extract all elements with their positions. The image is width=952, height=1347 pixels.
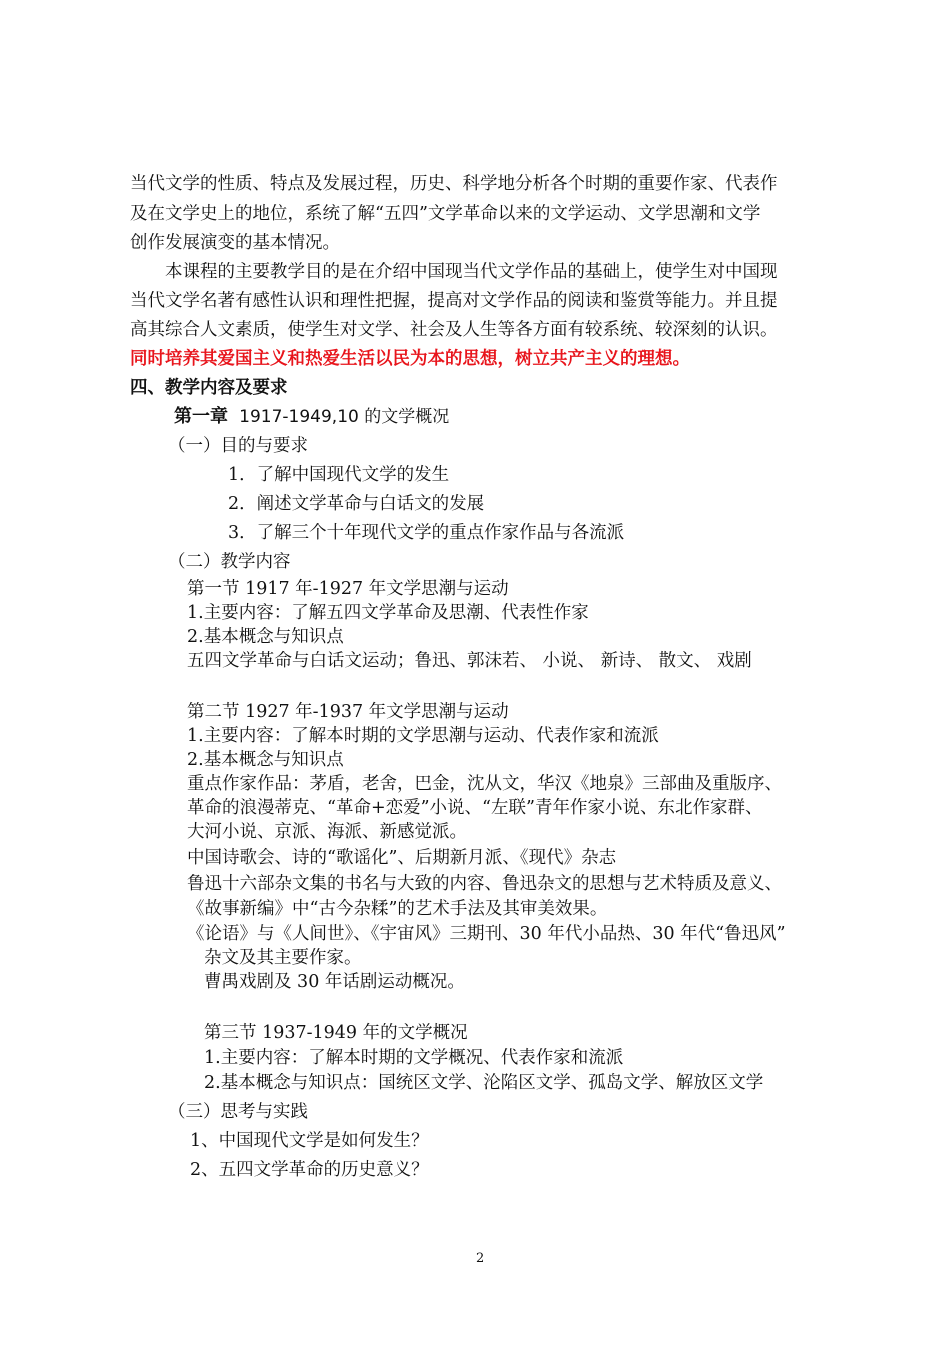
section1-line: 2.基本概念与知识点 (187, 627, 344, 647)
section2-line: 杂文及其主要作家。 (204, 948, 362, 968)
section2-line: 1.主要内容：了解本时期的文学思潮与运动、代表作家和流派 (187, 726, 659, 746)
goals-heading: （一）目的与要求 (168, 436, 308, 456)
section3-line: 2.基本概念与知识点：国统区文学、沦陷区文学、孤岛文学、解放区文学 (204, 1073, 764, 1093)
section2-title: 第二节 1927 年-1937 年文学思潮与运动 (187, 702, 509, 722)
chapter-title: 1917-1949,10 的文学概况 (239, 407, 450, 427)
page-number: 2 (476, 1251, 485, 1266)
goal-item-2: 2．阐述文学革命与白话文的发展 (228, 494, 485, 514)
section2-line: 革命的浪漫蒂克、“革命+恋爱”小说、“左联”青年作家小说、东北作家群、 (187, 798, 763, 818)
section2-line: 《故事新编》中“古今杂糅”的艺术手法及其审美效果。 (187, 899, 608, 919)
intro-line-4: 本课程的主要教学目的是在介绍中国现当代文学作品的基础上，使学生对中国现 (130, 262, 778, 282)
section2-line: 《论语》与《人间世》、《宇宙风》三期刊、30 年代小品热、30 年代“鲁迅风” (187, 924, 786, 944)
intro-line-2: 及在文学史上的地位，系统了解“五四”文学革命以来的文学运动、文学思潮和文学 (130, 204, 761, 224)
practice-heading: （三）思考与实践 (168, 1102, 308, 1122)
section2-line: 曹禺戏剧及 30 年话剧运动概况。 (204, 972, 465, 992)
section1-line: 五四文学革命与白话文运动；鲁迅、郭沫若、 小说、 新诗、 散文、 戏剧 (187, 651, 752, 671)
intro-line-1: 当代文学的性质、特点及发展过程，历史、科学地分析各个时期的重要作家、代表作 (130, 174, 778, 194)
intro-line-3: 创作发展演变的基本情况。 (130, 233, 340, 253)
practice-item-2: 2、五四文学革命的历史意义？ (190, 1160, 429, 1180)
section-heading: 四、教学内容及要求 (130, 378, 288, 398)
highlighted-goal-line: 同时培养其爱国主义和热爱生活以民为本的思想，树立共产主义的理想。 (130, 349, 690, 369)
goal-item-3: 3．了解三个十年现代文学的重点作家作品与各流派 (228, 523, 625, 543)
section3-line: 1.主要内容：了解本时期的文学概况、代表作家和流派 (204, 1048, 624, 1068)
section2-line: 中国诗歌会、诗的“歌谣化”、后期新月派、《现代》杂志 (187, 848, 617, 868)
section2-line: 2.基本概念与知识点 (187, 750, 344, 770)
section2-line: 鲁迅十六部杂文集的书名与大致的内容、鲁迅杂文的思想与艺术特质及意义、 (187, 874, 782, 894)
section2-line: 大河小说、京派、海派、新感觉派。 (187, 822, 467, 842)
intro-line-5: 当代文学名著有感性认识和理性把握，提高对文学作品的阅读和鉴赏等能力。并且提 (130, 291, 778, 311)
intro-line-6: 高其综合人文素质，使学生对文学、社会及人生等各方面有较系统、较深刻的认识。 (130, 320, 778, 340)
chapter-heading (174, 405, 449, 429)
section3-title: 第三节 1937-1949 年的文学概况 (204, 1023, 468, 1043)
practice-item-1: 1、中国现代文学是如何发生？ (190, 1131, 429, 1151)
goal-item-1: 1．了解中国现代文学的发生 (228, 465, 450, 485)
content-heading: （二）教学内容 (168, 552, 291, 572)
section1-title: 第一节 1917 年-1927 年文学思潮与运动 (187, 579, 509, 599)
section1-line: 1.主要内容：了解五四文学革命及思潮、代表性作家 (187, 603, 589, 623)
chapter-label: 第一章 (174, 406, 228, 427)
section2-line: 重点作家作品：茅盾，老舍，巴金，沈从文，华汉《地泉》三部曲及重版序、 (187, 774, 782, 794)
